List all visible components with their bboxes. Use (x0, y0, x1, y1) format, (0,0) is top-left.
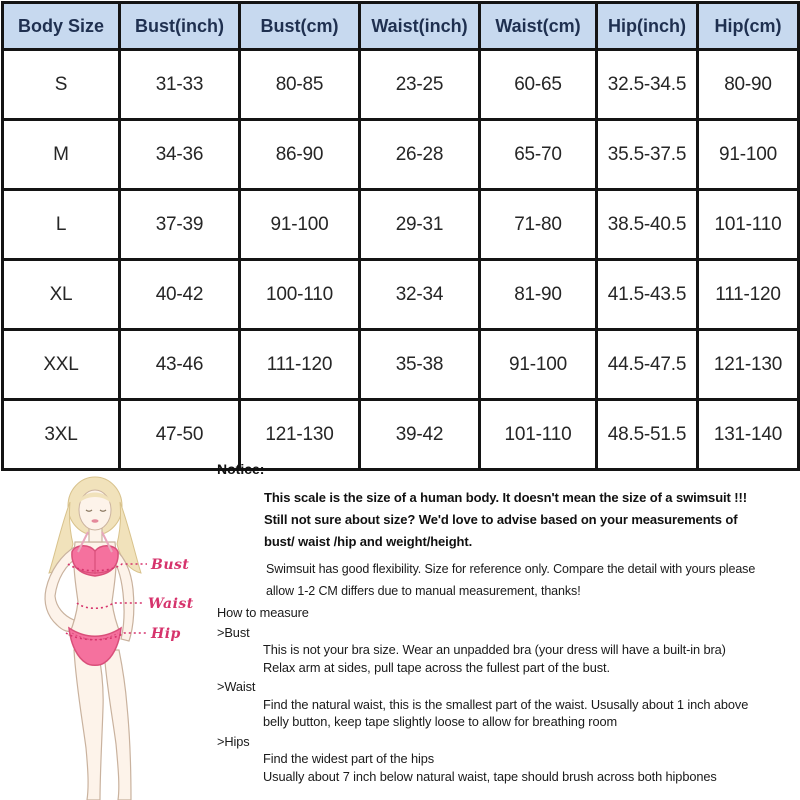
bust-section-line: Relax arm at sides, pull tape across the fullest part of the bust. (263, 659, 610, 675)
waist-label: Waist (148, 596, 194, 612)
woman-sketch-illustration (0, 470, 215, 800)
size-cell: 111-120 (240, 330, 360, 400)
size-cell: 101-110 (480, 400, 597, 470)
bust-section-line: This is not your bra size. Wear an unpadded bra (your dress will have a built-in bra) (263, 642, 726, 657)
lips (92, 519, 99, 522)
waist-section-line: Find the natural waist, this is the smallest part of the waist. Ususally about 1 inch above (263, 696, 749, 712)
size-cell: 91-100 (240, 190, 360, 260)
col-header-hip-inch: Hip(inch) (597, 3, 698, 50)
size-cell: 65-70 (480, 120, 597, 190)
bust-section-heading: >Bust (217, 624, 250, 640)
table-header-row (3, 3, 799, 50)
size-cell: M (3, 120, 120, 190)
size-cell: 47-50 (120, 400, 240, 470)
size-cell: 32.5-34.5 (597, 50, 698, 120)
size-cell: 3XL (3, 400, 120, 470)
size-cell: 32-34 (360, 260, 480, 330)
size-cell: 23-25 (360, 50, 480, 120)
notice-flexibility-block (266, 558, 800, 602)
size-cell: 43-46 (120, 330, 240, 400)
size-cell: 91-100 (698, 120, 799, 190)
col-header-waist-inch: Waist(inch) (360, 3, 480, 50)
size-cell: S (3, 50, 120, 120)
size-cell: 34-36 (120, 120, 240, 190)
table-row-xl (3, 260, 799, 330)
size-cell: 31-33 (120, 50, 240, 120)
table-row-s (3, 50, 799, 120)
col-header-waist-cm: Waist(cm) (480, 3, 597, 50)
size-cell: 60-65 (480, 50, 597, 120)
size-cell: 131-140 (698, 400, 799, 470)
size-cell: XXL (3, 330, 120, 400)
size-cell: 29-31 (360, 190, 480, 260)
how-to-measure-block (217, 604, 800, 785)
col-header-body-size: Body Size (3, 3, 120, 50)
size-cell: 40-42 (120, 260, 240, 330)
size-cell: 121-130 (698, 330, 799, 400)
table-row-3xl (3, 400, 799, 470)
table-row-l (3, 190, 799, 260)
size-cell: L (3, 190, 120, 260)
col-header-hip-cm: Hip(cm) (698, 3, 799, 50)
size-cell: 86-90 (240, 120, 360, 190)
size-cell: 121-130 (240, 400, 360, 470)
table-row-m (3, 120, 799, 190)
right-leg (104, 650, 131, 800)
left-leg (74, 650, 103, 800)
size-cell: 44.5-47.5 (597, 330, 698, 400)
size-cell: 80-85 (240, 50, 360, 120)
table-row-xxl (3, 330, 799, 400)
bust-label: Bust (151, 557, 190, 573)
size-cell: 35-38 (360, 330, 480, 400)
size-cell: 91-100 (480, 330, 597, 400)
notice-bold-line: bust/ waist /hip and weight/height. (264, 534, 473, 549)
hips-section-heading: >Hips (217, 733, 250, 749)
size-cell: 39-42 (360, 400, 480, 470)
hips-section-line: Usually about 7 inch below natural waist, tape should brush across both hipbones (263, 768, 717, 784)
col-header-bust-cm: Bust(cm) (240, 3, 360, 50)
hips-section-line: Find the widest part of the hips (263, 751, 435, 766)
size-cell: 35.5-37.5 (597, 120, 698, 190)
size-cell: 26-28 (360, 120, 480, 190)
notice-bold-line: This scale is the size of a human body. It doesn't mean the size of a swimsuit !!! (264, 490, 747, 505)
size-cell: 71-80 (480, 190, 597, 260)
waist-section-line: belly button, keep tape slightly loose to allow for breathing room (263, 714, 618, 729)
size-cell: 38.5-40.5 (597, 190, 698, 260)
size-table (1, 1, 800, 471)
size-cell: XL (3, 260, 120, 330)
notice-body-line: Swimsuit has good flexibility. Size for reference only. Compare the detail with yours please (266, 562, 756, 576)
waist-section-heading: >Waist (217, 679, 256, 694)
notice-bold-line: Still not sure about size? We'd love to advise based on your measurements of (264, 512, 738, 527)
how-to-measure-title: How to measure (217, 605, 309, 620)
size-cell: 37-39 (120, 190, 240, 260)
size-cell: 100-110 (240, 260, 360, 330)
size-cell: 101-110 (698, 190, 799, 260)
measurement-figure (0, 470, 215, 800)
col-header-bust-inch: Bust(inch) (120, 3, 240, 50)
size-cell: 48.5-51.5 (597, 400, 698, 470)
notice-title: Notice: (217, 461, 265, 477)
size-cell: 41.5-43.5 (597, 260, 698, 330)
size-cell: 80-90 (698, 50, 799, 120)
size-cell: 111-120 (698, 260, 799, 330)
size-cell: 81-90 (480, 260, 597, 330)
hip-label: Hip (151, 626, 181, 642)
notice-bold-block (264, 487, 800, 553)
notice-body-line: allow 1-2 CM differs due to manual measurement, thanks! (266, 584, 581, 598)
